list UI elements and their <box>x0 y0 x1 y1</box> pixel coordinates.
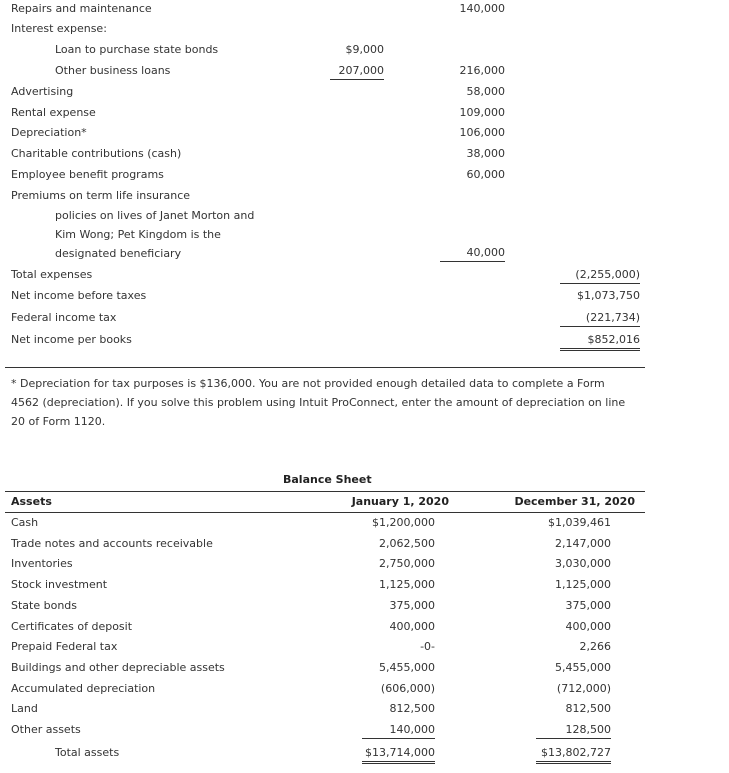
balance-row-label: Inventories <box>11 557 73 570</box>
balance-row-label: Cash <box>11 516 39 529</box>
advertising-amount: 58,000 <box>466 85 505 98</box>
advertising-label: Advertising <box>11 85 74 98</box>
balance-row-jan: 1,125,000 <box>379 578 435 591</box>
balance-row-dec: 375,000 <box>565 599 611 612</box>
balance-row-label: Accumulated depreciation <box>11 682 156 695</box>
balance-row-jan: 2,062,500 <box>379 537 435 550</box>
balance-row-label: Prepaid Federal tax <box>11 640 118 653</box>
balance-row-jan: 812,500 <box>389 702 435 715</box>
federal-tax-label: Federal income tax <box>11 311 117 324</box>
charitable-label: Charitable contributions (cash) <box>11 147 182 160</box>
balance-row-dec: 2,266 <box>579 640 611 653</box>
premiums-line1: Premiums on term life insurance <box>11 189 191 202</box>
total-assets-jan: $13,714,000 <box>362 746 435 764</box>
balance-row-jan: 375,000 <box>389 599 435 612</box>
employee-benefit-amount: 60,000 <box>466 168 505 181</box>
net-before-taxes-label: Net income before taxes <box>11 289 147 302</box>
repairs-label: Repairs and maintenance <box>11 2 152 15</box>
repairs-amount: 140,000 <box>459 2 505 15</box>
assets-header: Assets <box>11 495 52 508</box>
net-per-books-label: Net income per books <box>11 333 132 346</box>
other-loans-amount: 207,000 <box>330 64 384 80</box>
balance-row-dec: 3,030,000 <box>555 557 611 570</box>
net-before-taxes-amount: $1,073,750 <box>577 289 640 302</box>
balance-row-jan: (606,000) <box>380 682 435 695</box>
total-assets-dec: $13,802,727 <box>536 746 611 764</box>
balance-row-label: Certificates of deposit <box>11 620 133 633</box>
depreciation-footnote: * Depreciation for tax purposes is $136,000. You are not provided enough detailed data to complete a Form 4562 (depreciation). If you solve this problem using Intuit ProConnect, enter the amount of depreciation on line 20 of Form 1120. <box>11 377 626 428</box>
federal-tax-amount: (221,734) <box>560 311 640 327</box>
balance-row-dec: $1,039,461 <box>548 516 611 529</box>
depreciation-label: Depreciation* <box>11 126 87 139</box>
jan-header: January 1, 2020 <box>351 495 449 508</box>
balance-row-jan: 2,750,000 <box>379 557 435 570</box>
balance-row-dec: 400,000 <box>565 620 611 633</box>
balance-row-label: State bonds <box>11 599 78 612</box>
balance-row-jan: 5,455,000 <box>379 661 435 674</box>
premiums-amount: 40,000 <box>440 246 505 262</box>
net-per-books-amount: $852,016 <box>560 333 640 351</box>
footnote-divider <box>5 367 645 368</box>
balance-row-dec: 5,455,000 <box>555 661 611 674</box>
balance-row-dec: 128,500 <box>536 723 611 739</box>
loan-state-bonds-label: Loan to purchase state bonds <box>55 43 219 56</box>
other-loans-label: Other business loans <box>55 64 171 77</box>
loan-state-bonds-amount: $9,000 <box>345 43 384 56</box>
total-expenses-amount: (2,255,000) <box>560 268 640 284</box>
balance-row-label: Trade notes and accounts receivable <box>11 537 213 550</box>
premiums-line2: policies on lives of Janet Morton and <box>55 209 255 222</box>
balance-sheet-top-rule <box>5 491 645 492</box>
balance-row-jan: 140,000 <box>362 723 435 739</box>
balance-row-label: Buildings and other depreciable assets <box>11 661 225 674</box>
balance-row-dec: 2,147,000 <box>555 537 611 550</box>
balance-sheet-title: Balance Sheet <box>283 473 372 486</box>
total-expenses-label: Total expenses <box>11 268 93 281</box>
rental-label: Rental expense <box>11 106 96 119</box>
header-rule <box>5 512 645 513</box>
interest-header: Interest expense: <box>11 22 107 35</box>
charitable-amount: 38,000 <box>466 147 505 160</box>
dec-header: December 31, 2020 <box>514 495 635 508</box>
balance-row-dec: (712,000) <box>556 682 611 695</box>
depreciation-amount: 106,000 <box>459 126 505 139</box>
balance-row-label: Other assets <box>11 723 81 736</box>
employee-benefit-label: Employee benefit programs <box>11 168 164 181</box>
balance-row-label: Stock investment <box>11 578 108 591</box>
premiums-line4: designated beneficiary <box>55 247 182 260</box>
balance-row-dec: 1,125,000 <box>555 578 611 591</box>
interest-total: 216,000 <box>459 64 505 77</box>
balance-row-jan: $1,200,000 <box>372 516 435 529</box>
balance-row-dec: 812,500 <box>565 702 611 715</box>
total-assets-label: Total assets <box>55 746 120 759</box>
premiums-line3: Kim Wong; Pet Kingdom is the <box>55 228 221 241</box>
balance-row-jan: -0- <box>420 640 435 653</box>
balance-row-jan: 400,000 <box>389 620 435 633</box>
rental-amount: 109,000 <box>459 106 505 119</box>
balance-row-label: Land <box>11 702 38 715</box>
